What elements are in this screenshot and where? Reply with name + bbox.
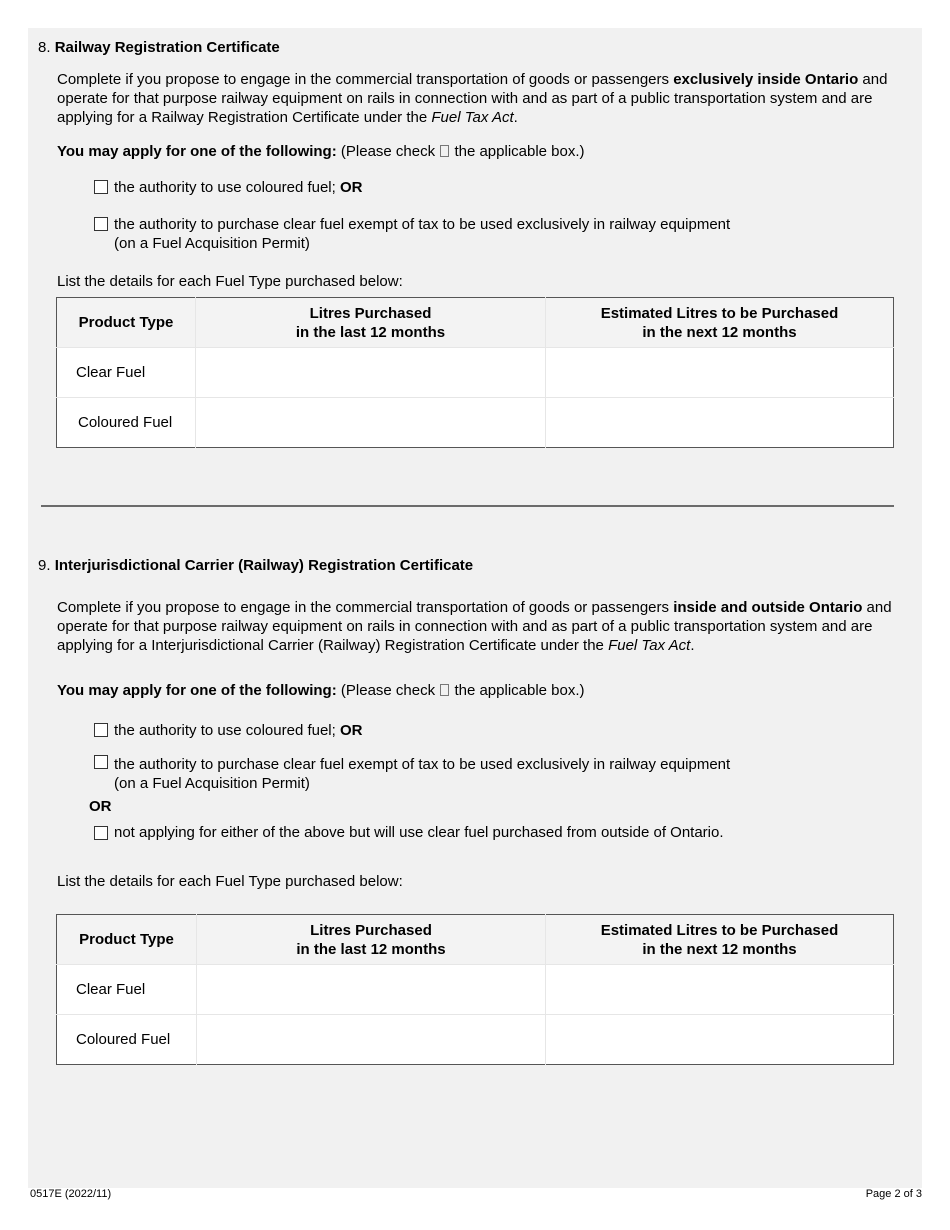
s9-clear-litres-last-input[interactable] bbox=[197, 965, 546, 1015]
checkbox-glyph-icon bbox=[440, 145, 449, 157]
intro-emphasis: inside and outside Ontario bbox=[673, 599, 863, 616]
s9-list-label: List the details for each Fuel Type purchased below: bbox=[57, 873, 403, 890]
s9-outside-ontario-checkbox[interactable] bbox=[94, 826, 108, 840]
s8-clear-litres-next-input[interactable] bbox=[546, 348, 894, 398]
header-line: in the next 12 months bbox=[642, 323, 797, 341]
s8-clear-litres-last-input[interactable] bbox=[196, 348, 546, 398]
s9-option-outside-ontario: not applying for either of the above but will use clear fuel purchased from outside of Ontario. bbox=[114, 824, 724, 841]
col-litres-purchased bbox=[197, 915, 546, 965]
intro-text: and operate for that purpose railway equipment on rails in connection with and as part of a public transportation system and are applying for a Railway Registration Certificate under the bbox=[57, 71, 888, 126]
s9-clear-fuel-exempt-checkbox[interactable] bbox=[94, 755, 108, 769]
table-row bbox=[57, 965, 894, 1015]
option-label: the authority to use coloured fuel; bbox=[114, 722, 340, 739]
s9-option-coloured-fuel bbox=[114, 721, 362, 740]
section-9-intro bbox=[57, 598, 917, 655]
intro-emphasis: exclusively inside Ontario bbox=[673, 71, 859, 88]
header-line: in the last 12 months bbox=[296, 940, 446, 958]
option-sublabel: (on a Fuel Acquisition Permit) bbox=[114, 775, 310, 792]
apply-text: (Please check bbox=[336, 143, 440, 160]
act-name: Fuel Tax Act bbox=[608, 637, 691, 654]
row-label-coloured-fuel: Coloured Fuel bbox=[57, 398, 196, 448]
header-line: in the last 12 months bbox=[295, 323, 446, 341]
section-9-title: Interjurisdictional Carrier (Railway) Registration Certificate bbox=[54, 557, 474, 574]
s8-coloured-litres-next-input[interactable] bbox=[546, 398, 894, 448]
header-line: Litres Purchased bbox=[309, 304, 432, 322]
option-sublabel: (on a Fuel Acquisition Permit) bbox=[114, 235, 310, 252]
page-number: Page 2 of 3 bbox=[865, 1188, 922, 1200]
row-label-clear-fuel: Clear Fuel bbox=[57, 348, 196, 398]
table-header-row bbox=[57, 298, 894, 348]
section-8-title: Railway Registration Certificate bbox=[54, 39, 280, 56]
intro-text: . bbox=[513, 109, 518, 126]
intro-text: . bbox=[690, 637, 695, 654]
s9-or-label: OR bbox=[89, 798, 112, 815]
s9-coloured-litres-next-input[interactable] bbox=[546, 1015, 894, 1065]
s9-fuel-table bbox=[56, 914, 894, 1065]
table-header-row bbox=[57, 915, 894, 965]
intro-text: Complete if you propose to engage in the commercial transportation of goods or passengers bbox=[57, 599, 674, 616]
apply-text: the applicable box.) bbox=[450, 682, 585, 699]
section-9-number: 9. bbox=[38, 557, 51, 574]
s8-coloured-litres-last-input[interactable] bbox=[196, 398, 546, 448]
s8-list-label: List the details for each Fuel Type purchased below: bbox=[57, 273, 403, 290]
section-8-number: 8. bbox=[38, 39, 51, 56]
col-litres-purchased bbox=[196, 298, 546, 348]
or-label: OR bbox=[339, 722, 363, 739]
section-8-heading bbox=[38, 39, 280, 56]
table-row bbox=[57, 348, 894, 398]
checkbox-glyph-icon bbox=[440, 684, 449, 696]
s8-option-clear-fuel-exempt bbox=[114, 215, 730, 253]
s8-fuel-table bbox=[56, 297, 894, 448]
col-product-type: Product Type bbox=[57, 298, 196, 348]
option-label: the authority to use coloured fuel; bbox=[114, 179, 340, 196]
section-9-apply-instruction bbox=[57, 681, 585, 700]
table-row bbox=[57, 398, 894, 448]
act-name: Fuel Tax Act bbox=[431, 109, 514, 126]
col-estimated-litres bbox=[546, 298, 894, 348]
intro-text: Complete if you propose to engage in the commercial transportation of goods or passengers bbox=[57, 71, 674, 88]
s8-clear-fuel-exempt-checkbox[interactable] bbox=[94, 217, 108, 231]
apply-text: the applicable box.) bbox=[450, 143, 585, 160]
form-code: 0517E (2022/11) bbox=[30, 1188, 112, 1200]
s8-coloured-fuel-checkbox[interactable] bbox=[94, 180, 108, 194]
header-line: Estimated Litres to be Purchased bbox=[600, 921, 839, 939]
s9-coloured-fuel-checkbox[interactable] bbox=[94, 723, 108, 737]
s9-option-clear-fuel-exempt bbox=[114, 755, 730, 793]
option-label: the authority to purchase clear fuel exempt of tax to be used exclusively in railway equipment bbox=[114, 756, 731, 773]
or-label: OR bbox=[339, 179, 363, 196]
intro-text: and operate for that purpose railway equipment on rails in connection with and as part of a public transportation system and are applying for a Interjurisdictional Carrier (Railway) Registration Certificate under the bbox=[57, 599, 892, 654]
col-product-type: Product Type bbox=[57, 915, 197, 965]
section-9-heading bbox=[38, 557, 473, 574]
row-label-coloured-fuel: Coloured Fuel bbox=[57, 1015, 197, 1065]
s8-option-coloured-fuel bbox=[114, 178, 362, 197]
section-divider bbox=[41, 505, 894, 507]
option-label: the authority to purchase clear fuel exempt of tax to be used exclusively in railway equipment bbox=[114, 216, 731, 233]
s9-clear-litres-next-input[interactable] bbox=[546, 965, 894, 1015]
apply-text: (Please check bbox=[336, 682, 440, 699]
header-line: Estimated Litres to be Purchased bbox=[600, 304, 839, 322]
apply-label: You may apply for one of the following: bbox=[57, 682, 337, 699]
section-8-intro bbox=[57, 70, 917, 127]
apply-label: You may apply for one of the following: bbox=[57, 143, 337, 160]
s9-coloured-litres-last-input[interactable] bbox=[197, 1015, 546, 1065]
header-line: Litres Purchased bbox=[310, 921, 432, 939]
col-estimated-litres bbox=[546, 915, 894, 965]
table-row bbox=[57, 1015, 894, 1065]
row-label-clear-fuel: Clear Fuel bbox=[57, 965, 197, 1015]
section-8-apply-instruction bbox=[57, 142, 585, 161]
header-line: in the next 12 months bbox=[642, 940, 797, 958]
